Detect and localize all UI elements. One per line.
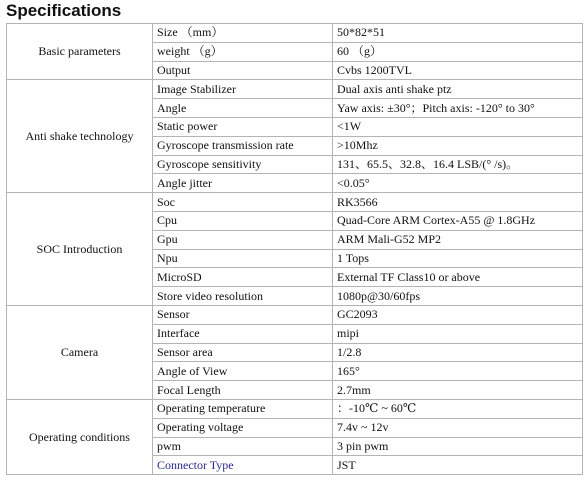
group-label-soc-introduction: SOC Introduction — [7, 193, 153, 306]
param-value: mipi — [333, 324, 583, 343]
param-value: >10Mhz — [333, 136, 583, 155]
param-label: Size （mm） — [153, 24, 333, 43]
param-value: Yaw axis: ±30°；Pitch axis: -120° to 30° — [333, 99, 583, 118]
param-label: Angle of View — [153, 362, 333, 381]
param-label: Focal Length — [153, 381, 333, 400]
param-label: Operating temperature — [153, 399, 333, 418]
param-value: Dual axis anti shake ptz — [333, 80, 583, 99]
param-label: Angle — [153, 99, 333, 118]
param-value: <1W — [333, 117, 583, 136]
table-row — [7, 24, 583, 43]
param-label: Static power — [153, 117, 333, 136]
param-value: 1 Tops — [333, 249, 583, 268]
param-value: 1080p@30/60fps — [333, 287, 583, 306]
param-label: Gyroscope sensitivity — [153, 155, 333, 174]
group-label-camera: Camera — [7, 305, 153, 399]
param-label: Store video resolution — [153, 287, 333, 306]
param-label: Gyroscope transmission rate — [153, 136, 333, 155]
param-value: Cvbs 1200TVL — [333, 61, 583, 80]
param-value: 131、65.5、32.8、16.4 LSB/(° /s)。 — [333, 155, 583, 174]
param-label: Connector Type — [153, 456, 333, 475]
param-value: External TF Class10 or above — [333, 268, 583, 287]
param-value: 1/2.8 — [333, 343, 583, 362]
param-label: Cpu — [153, 211, 333, 230]
param-value: Quad-Core ARM Cortex-A55 @ 1.8GHz — [333, 211, 583, 230]
param-label: weight （g） — [153, 42, 333, 61]
param-label: Angle jitter — [153, 174, 333, 193]
param-value: RK3566 — [333, 193, 583, 212]
param-value: 3 pin pwm — [333, 437, 583, 456]
page-title: Specifications — [6, 1, 122, 20]
param-label: pwm — [153, 437, 333, 456]
param-label: Soc — [153, 193, 333, 212]
param-value: JST — [333, 456, 583, 475]
param-label: Sensor — [153, 305, 333, 324]
param-value: 2.7mm — [333, 381, 583, 400]
table-row — [7, 305, 583, 324]
param-label: Operating voltage — [153, 418, 333, 437]
param-value: 60 （g） — [333, 42, 583, 61]
param-value: 7.4v ~ 12v — [333, 418, 583, 437]
param-value: ：-10℃ ~ 60℃ — [333, 399, 583, 418]
table-row — [7, 80, 583, 99]
group-label-anti-shake-technology: Anti shake technology — [7, 80, 153, 193]
table-row — [7, 399, 583, 418]
param-label: Sensor area — [153, 343, 333, 362]
param-label: Image Stabilizer — [153, 80, 333, 99]
param-value: 50*82*51 — [333, 24, 583, 43]
param-label: Npu — [153, 249, 333, 268]
group-label-operating-conditions: Operating conditions — [7, 399, 153, 474]
param-value: GC2093 — [333, 305, 583, 324]
param-label: Output — [153, 61, 333, 80]
specifications-table — [6, 23, 583, 475]
param-label: MicroSD — [153, 268, 333, 287]
param-value: 165° — [333, 362, 583, 381]
group-label-basic-parameters: Basic parameters — [7, 24, 153, 80]
param-value: <0.05° — [333, 174, 583, 193]
table-row — [7, 193, 583, 212]
param-value: ARM Mali-G52 MP2 — [333, 230, 583, 249]
param-label: Gpu — [153, 230, 333, 249]
param-label: Interface — [153, 324, 333, 343]
